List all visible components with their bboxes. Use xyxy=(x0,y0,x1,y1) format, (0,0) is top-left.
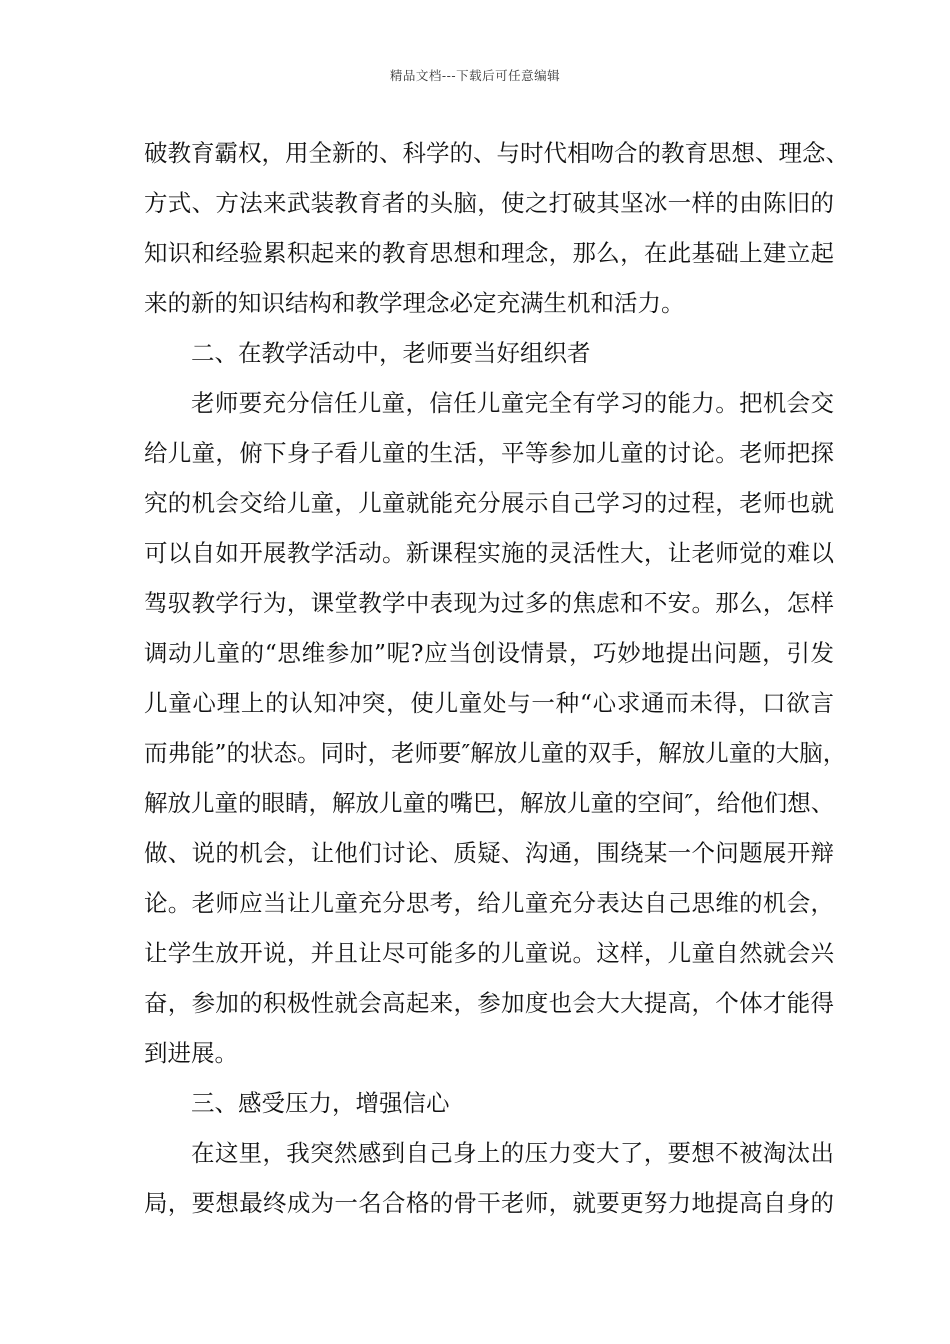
text-line: 方式、方法来武装教育者的头脑，使之打破其坚冰一样的由陈旧的 xyxy=(144,189,834,217)
text-line: 破教育霸权，用全新的、科学的、与时代相吻合的教育思想、理念、 xyxy=(144,139,849,167)
text-line: 调动儿童的“思维参加”呢?应当创设情景，巧妙地提出问题，引发 xyxy=(144,639,834,667)
text-line: 驾驭教学行为，课堂教学中表现为过多的焦虑和不安。那么，怎样 xyxy=(144,589,834,617)
section-heading: 二、在教学活动中，老师要当好组织者 xyxy=(191,339,591,367)
text-line: 来的新的知识结构和教学理念必定充满生机和活力。 xyxy=(144,289,685,317)
section-heading: 三、感受压力，增强信心 xyxy=(191,1089,450,1117)
text-line: 让学生放开说，并且让尽可能多的儿童说。这样，儿童自然就会兴 xyxy=(144,939,834,967)
text-line: 知识和经验累积起来的教育思想和理念，那么，在此基础上建立起 xyxy=(144,239,834,267)
text-line: 而弗能”的状态。同时，老师要″解放儿童的双手，解放儿童的大脑， xyxy=(144,739,847,767)
text-line: 局，要想最终成为一名合格的骨干老师，就要更努力地提高自身的 xyxy=(144,1189,834,1217)
text-line: 在这里，我突然感到自己身上的压力变大了，要想不被淘汰出 xyxy=(191,1139,834,1167)
text-line: 到进展。 xyxy=(144,1039,238,1067)
text-line: 儿童心理上的认知冲突，使儿童处与一种“心求通而未得，口欲言 xyxy=(144,689,834,717)
text-line: 做、说的机会，让他们讨论、质疑、沟通，围绕某一个问题展开辩 xyxy=(144,839,834,867)
text-line: 可以自如开展教学活动。新课程实施的灵活性大，让老师觉的难以 xyxy=(144,539,834,567)
page-header: 精品文档---下载后可任意编辑 xyxy=(389,68,561,83)
body-text xyxy=(144,128,849,1228)
text-line: 老师要充分信任儿童，信任儿童完全有学习的能力。把机会交 xyxy=(191,389,834,417)
text-line: 论。老师应当让儿童充分思考，给儿童充分表达自己思维的机会， xyxy=(144,889,834,917)
text-line: 解放儿童的眼睛，解放儿童的嘴巴，解放儿童的空间″，给他们想、 xyxy=(144,789,835,817)
text-line: 究的机会交给儿童，儿童就能充分展示自己学习的过程，老师也就 xyxy=(144,489,834,517)
text-line: 给儿童，俯下身子看儿童的生活，平等参加儿童的讨论。老师把探 xyxy=(144,439,834,467)
text-line: 奋，参加的积极性就会高起来，参加度也会大大提高，个体才能得 xyxy=(144,989,834,1017)
